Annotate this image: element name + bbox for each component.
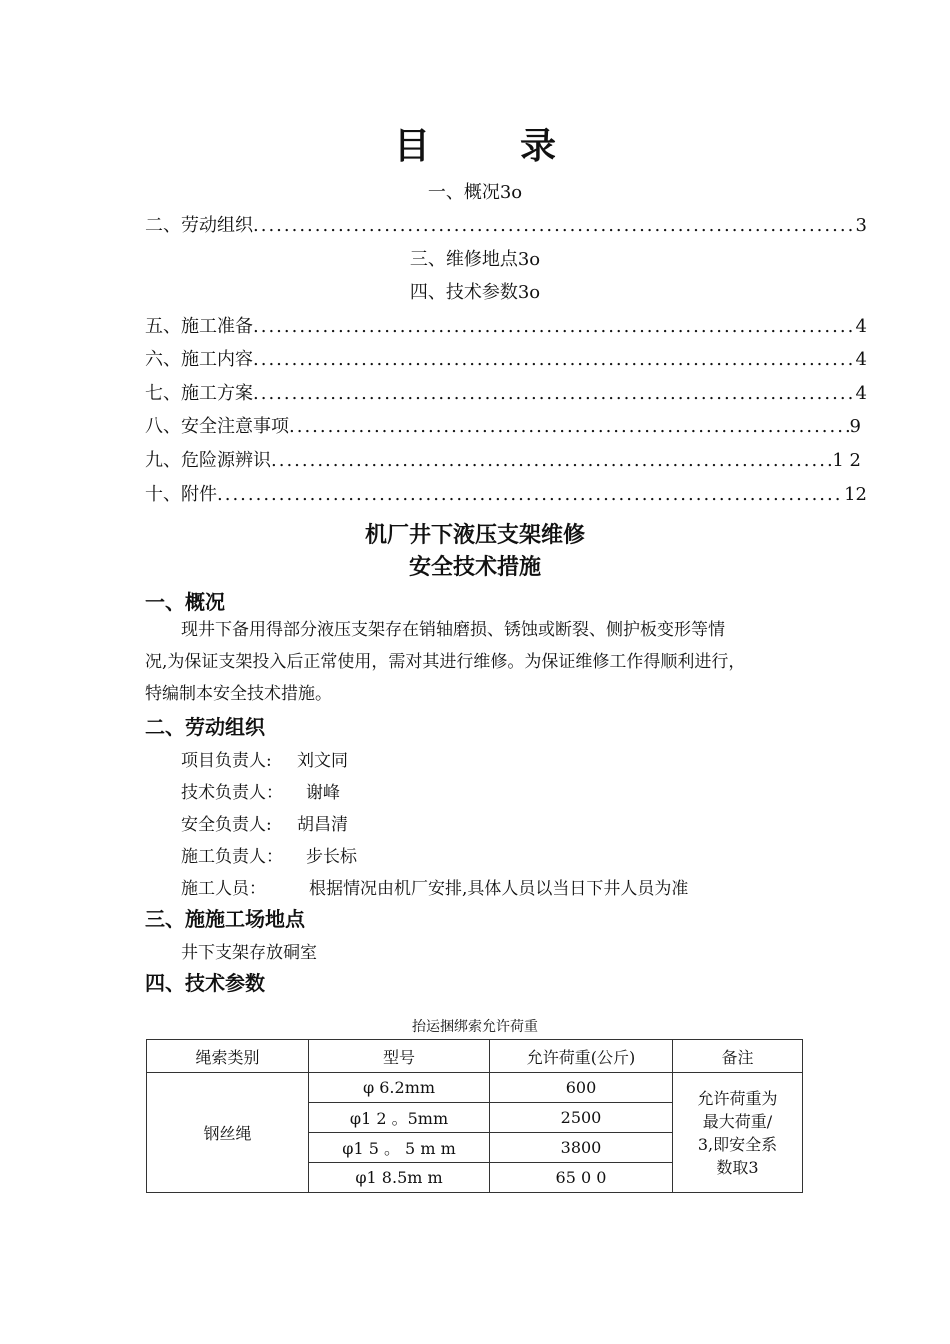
toc-entry-params[interactable]: 四、技术参数3o [409, 282, 541, 303]
toc-entry[interactable]: 六、施工内容 ..... 4 [145, 345, 867, 371]
document-title: 机厂井下液压支架维修 [364, 522, 585, 548]
load-table [146, 1039, 803, 1193]
toc-entry[interactable]: 八、安全注意事项 ..... 9 [145, 412, 861, 438]
column-header: 型号 [309, 1040, 490, 1073]
toc-entry[interactable]: 七、施工方案 ..... 4 [145, 379, 867, 405]
toc-entry[interactable]: 十、附件 ..... 12 [145, 480, 867, 506]
labor-name: 根据情况由机厂安排,具体人员以当日下井人员为准 [309, 879, 689, 899]
note-cell: 允许荷重为 最大荷重/ 3,即安全系 数取3 [673, 1073, 803, 1193]
labor-role: 施工人员： [181, 879, 266, 899]
model-cell: φ 6.2mm [309, 1073, 490, 1103]
labor-role: 项目负责人: [181, 751, 272, 771]
column-header: 备注 [673, 1040, 803, 1073]
model-cell: φ1 8.5m m [309, 1163, 490, 1193]
document-subtitle: 安全技术措施 [408, 554, 541, 580]
section-heading-params: 四、技术参数 [145, 971, 265, 995]
toc-entry-overview[interactable]: 一、概况3o [427, 182, 523, 203]
toc-entry[interactable]: 二、劳动组织 ..... 3 [145, 211, 867, 237]
toc-entry[interactable]: 九、危险源辨识 ..... 1 2 [145, 446, 861, 472]
site-text: 井下支架存放硐室 [181, 943, 317, 963]
labor-name: 谢峰 [306, 783, 340, 803]
model-cell: φ1 2 。5mm [309, 1103, 490, 1133]
column-header: 绳索类别 [147, 1040, 309, 1073]
labor-role: 技术负责人： [181, 783, 283, 803]
section-heading-overview: 一、概况 [145, 590, 225, 614]
model-cell: φ1 5 。 5 m m [309, 1133, 490, 1163]
load-cell: 3800 [490, 1133, 673, 1163]
load-cell: 600 [490, 1073, 673, 1103]
category-cell: 钢丝绳 [147, 1073, 309, 1193]
labor-name: 胡昌清 [297, 815, 348, 835]
overview-paragraph: 现井下备用得部分液压支架存在销轴磨损、锈蚀或断裂、侧护板变形等情 况,为保证支架投入后正常使用，需对其进行维修。为保证维修工作得顺利进行， 特编制本安全技术措施。 [145, 620, 746, 704]
table-caption: 抬运捆绑索允许荷重 [412, 1019, 538, 1035]
labor-name: 步长标 [306, 847, 357, 867]
labor-role: 安全负责人: [181, 815, 272, 835]
labor-name: 刘文同 [297, 751, 348, 771]
table-row [147, 1073, 803, 1103]
toc-entry-location[interactable]: 三、维修地点3o [409, 249, 541, 270]
toc-title: 目 录 [393, 125, 557, 167]
toc-entry[interactable]: 五、施工准备 ..... 4 [145, 312, 867, 338]
load-cell: 65 0 0 [490, 1163, 673, 1193]
labor-role: 施工负责人： [181, 847, 283, 867]
column-header: 允许荷重(公斤) [490, 1040, 673, 1073]
load-cell: 2500 [490, 1103, 673, 1133]
section-heading-labor: 二、劳动组织 [145, 715, 265, 739]
section-heading-site: 三、施施工场地点 [145, 907, 305, 931]
table-header-row [147, 1040, 803, 1073]
